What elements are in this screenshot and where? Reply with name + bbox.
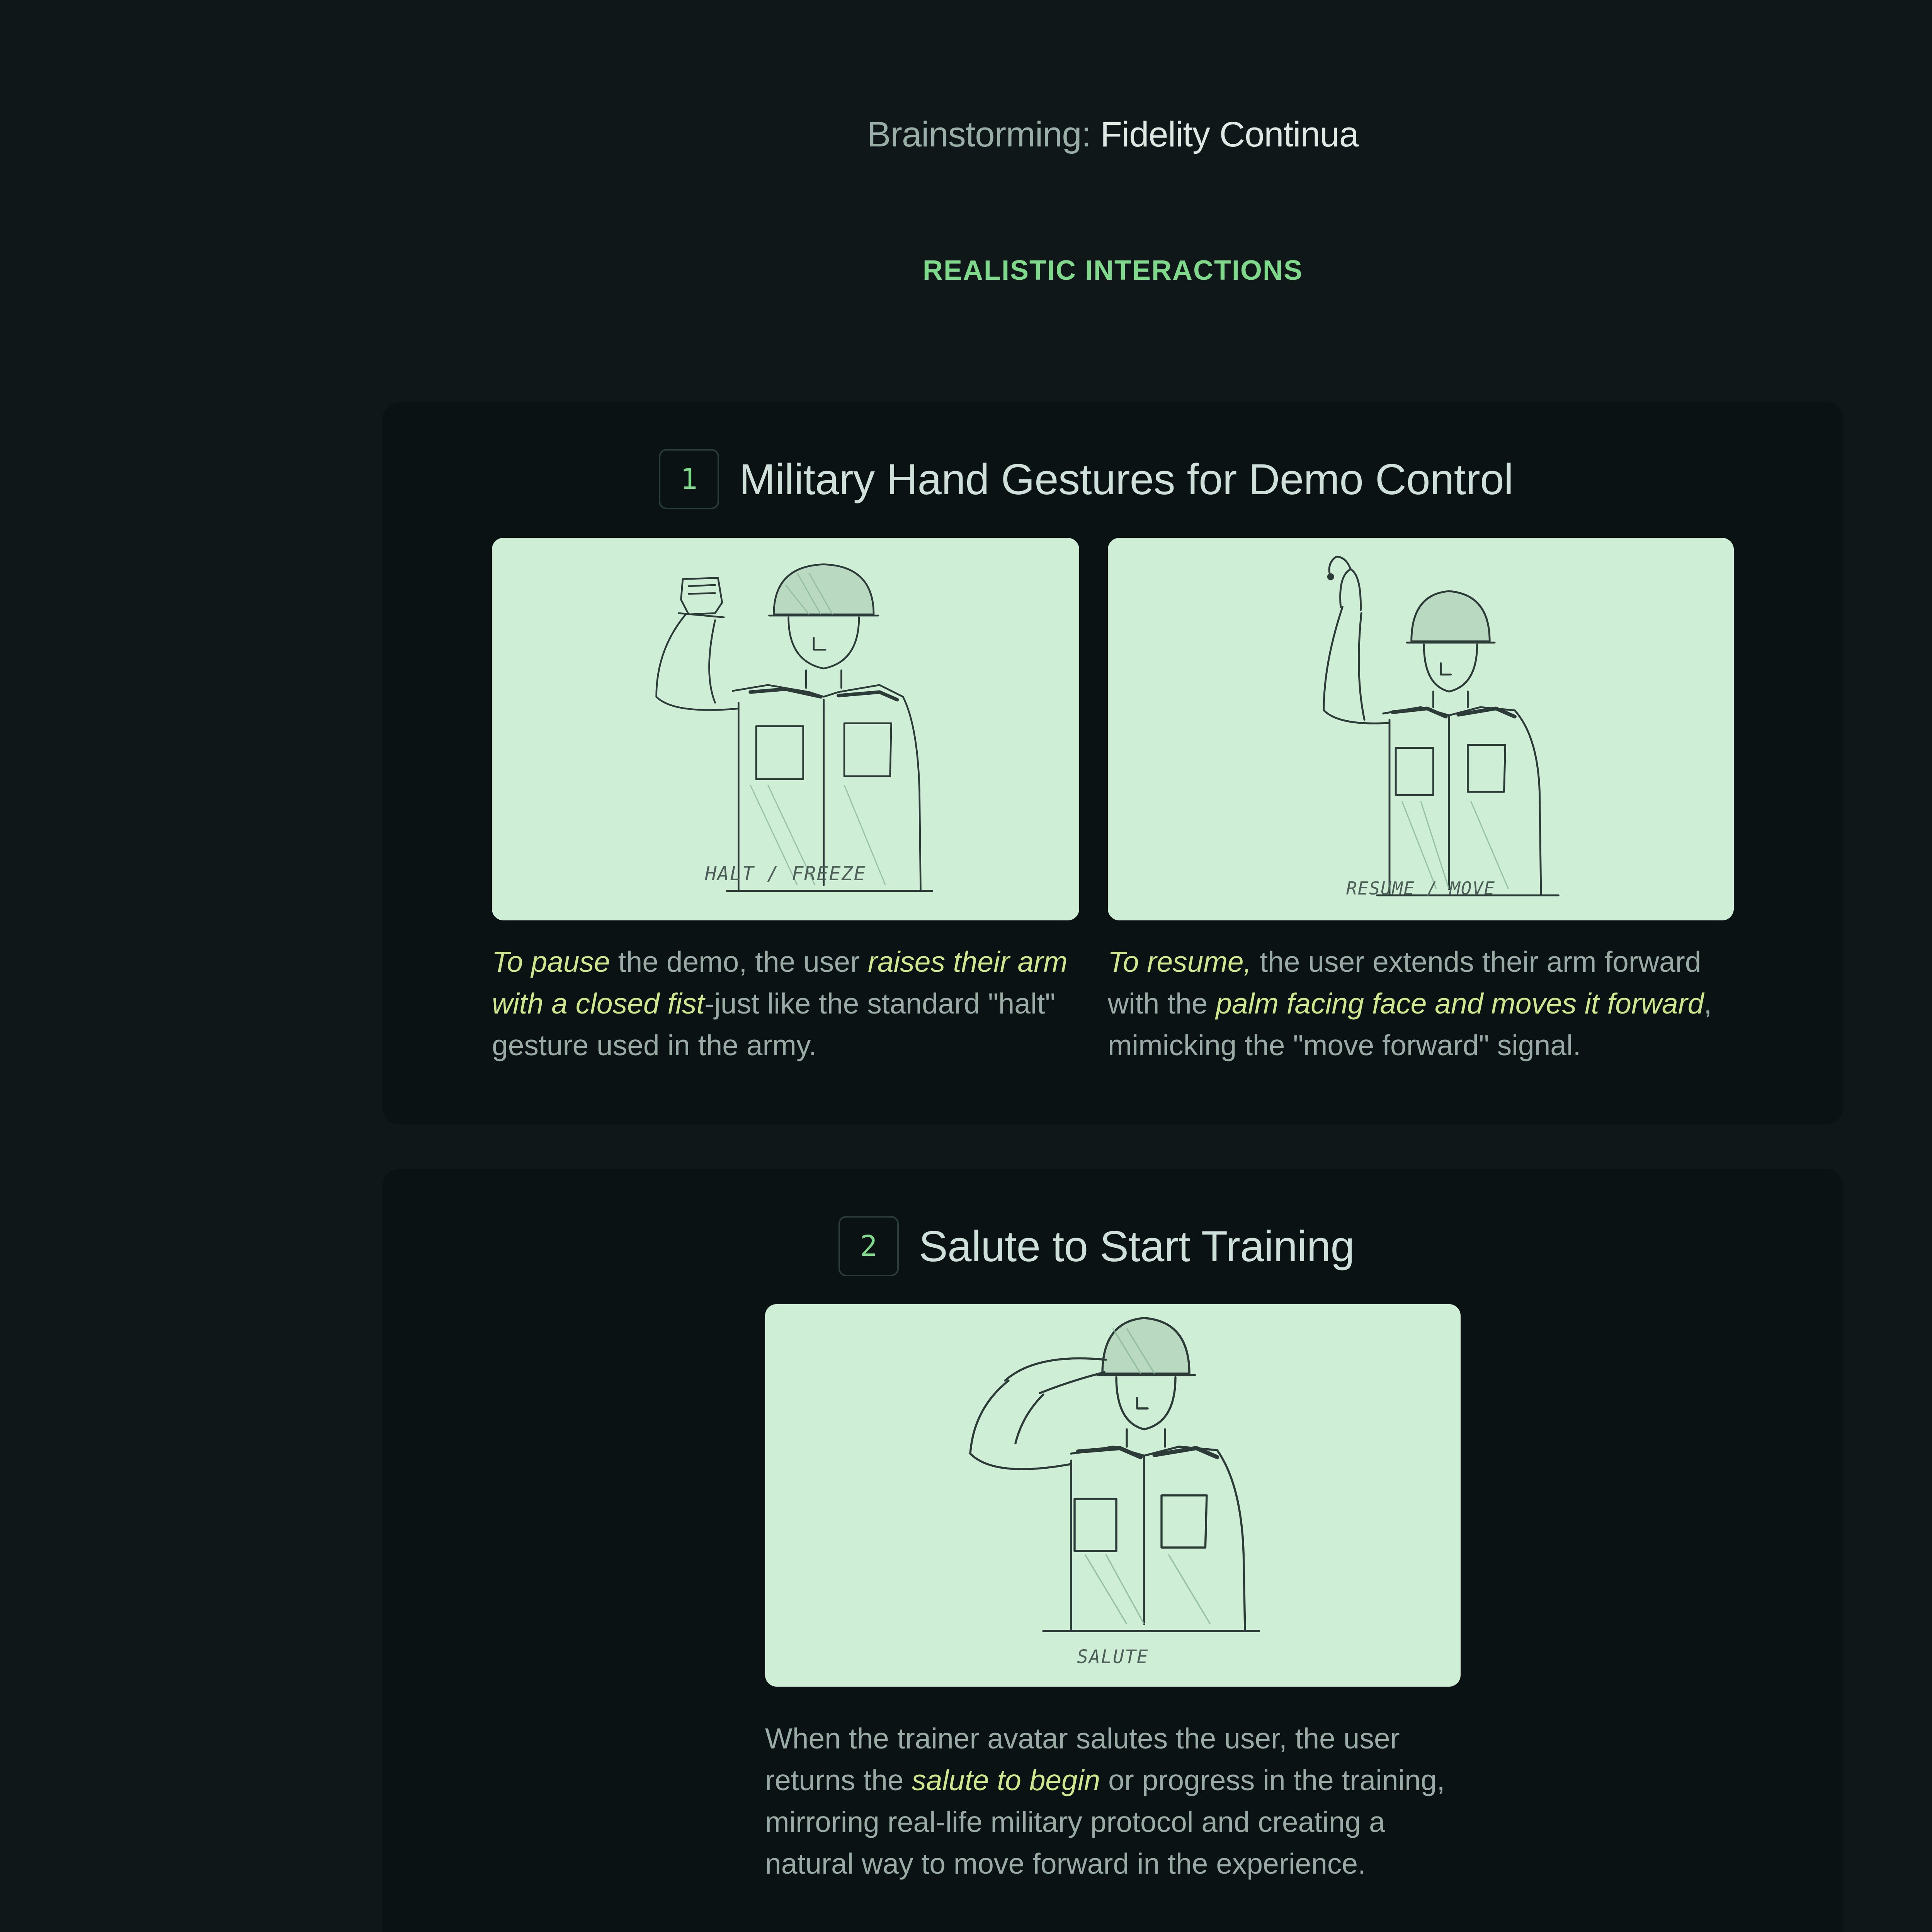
page-title-prefix: Brainstorming: [867, 115, 1091, 154]
resume-move-image [1108, 538, 1734, 920]
halt-freeze-image [492, 538, 1079, 920]
halt-description [492, 941, 1079, 1066]
card-heading [838, 1215, 1354, 1277]
gesture-card-2 [383, 1169, 1843, 1932]
section-label: REALISTIC INTERACTIONS [922, 255, 1303, 286]
soldier-palm-forward-sketch-icon [1108, 538, 1734, 920]
text: the demo, the user [610, 946, 868, 978]
text: or progress in the training, mirroring real-life military protocol and creating a natural way to move forward in the experience. [765, 1764, 1445, 1880]
text: , mimicking the "move forward" signal. [1108, 987, 1712, 1061]
card-title: Salute to Start Training [919, 1222, 1355, 1270]
page-title [0, 107, 1932, 162]
step-number-badge: 2 [838, 1216, 899, 1276]
highlight: palm facing face and moves it forward [1216, 987, 1704, 1020]
text: -just like the standard "halt" gesture used in the army. [492, 987, 1056, 1061]
card-title: Military Hand Gestures for Demo Control [739, 455, 1514, 503]
image-caption: SALUTE [1077, 1646, 1149, 1668]
highlight: raises their arm with a closed fist [492, 946, 1068, 1020]
gesture-card-1 [383, 402, 1843, 1124]
card-heading [659, 448, 1513, 510]
text: When the trainer avatar salutes the user, the user returns the [765, 1722, 1400, 1796]
text: the user extends their arm forward with the [1108, 946, 1701, 1020]
soldier-salute-sketch-icon [765, 1304, 1461, 1687]
highlight: To resume, [1108, 946, 1252, 978]
salute-image [765, 1304, 1461, 1687]
step-number-badge: 1 [659, 449, 719, 509]
resume-description [1108, 941, 1742, 1066]
image-caption: RESUME / MOVE [1346, 878, 1496, 899]
image-caption: HALT / FREEZE [705, 862, 866, 885]
page-title-main: Fidelity Continua [1100, 115, 1359, 154]
highlight: To pause [492, 946, 610, 978]
highlight: salute to begin [912, 1764, 1100, 1796]
salute-description [765, 1718, 1468, 1884]
